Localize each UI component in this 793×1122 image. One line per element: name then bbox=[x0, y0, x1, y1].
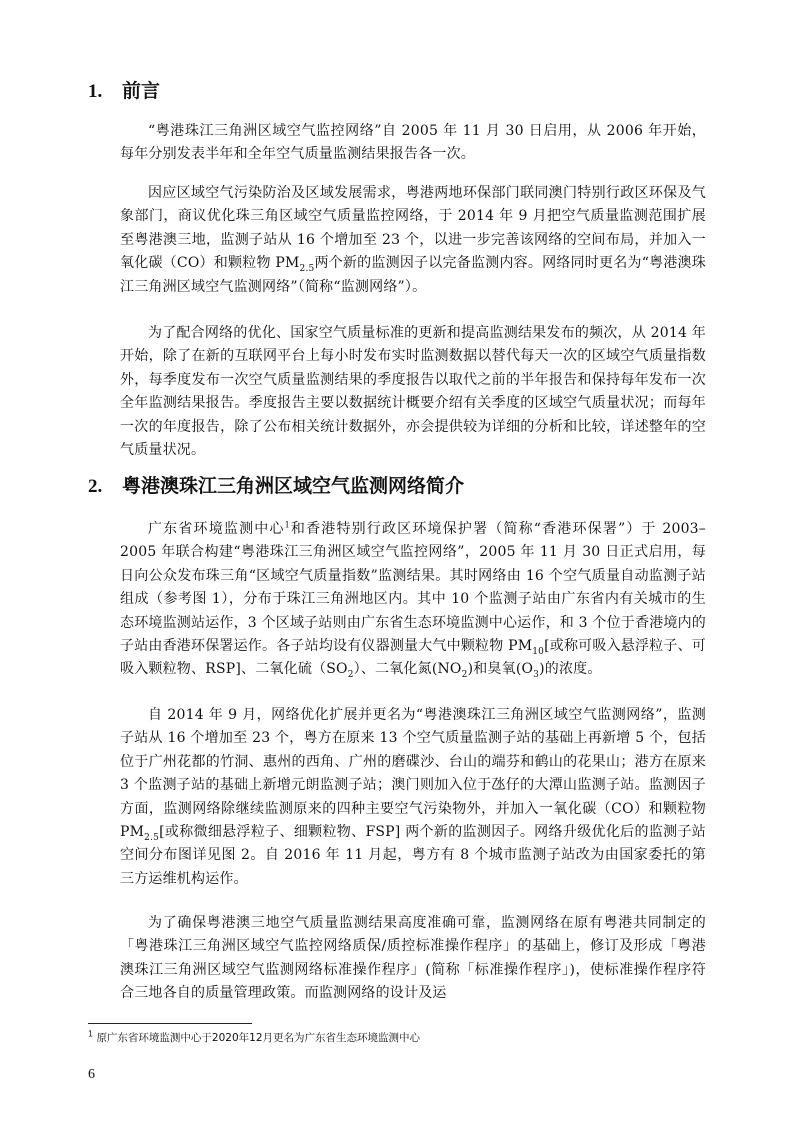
section-2-heading bbox=[88, 474, 464, 499]
section-1-heading bbox=[88, 79, 160, 104]
section-1-number: 1. bbox=[88, 81, 103, 102]
section-1-paragraph-2: 因应区域空气污染防治及区域发展需求，粤港两地环保部门联同澳门特别行政区环保及气象部门，商议优化珠三角区域空气质量监控网络，于 2014 年 9 月把空气质量监测范围扩展至粤港澳三地，监测子站从 16 个增加至 23 个，以进一步完善该网络的空间布局，并加入一氧化碳（CO）和颗粒物 $PM_{2.5}$两个新的监测因子以完备监测内容。网络同时更名为“粤港澳珠江三角洲区域空气监测网络”（简称“监测网络”）。 bbox=[120, 185, 706, 295]
footnote-divider bbox=[88, 1023, 252, 1024]
section-2-number: 2. bbox=[88, 476, 103, 497]
section-1-paragraph-1: “粤港珠江三角洲区域空气监控网络”自 2005 年 11 月 30 日启用，从 2006 年开始，每年分别发表半年和全年空气质量监测结果报告各一次。 bbox=[120, 123, 706, 163]
section-2-paragraph-2: 自 2014 年 9 月，网络优化扩展并更名为“粤港澳珠江三角洲区域空气监测网络”，监测子站从 16 个增加至 23 个，粤方在原来 13 个空气质量监测子站的基础上再新增 5 个，包括位于广州花都的竹洞、惠州的西角、广州的磨碟沙、台山的端芬和鹤山的花果山；港方在原来 3 个监测子站的基础上新增元朗监测子站；澳门则加入位于氹仔的大潭山监测子站。监测因子方面，监测网络除继续监测原来的四种主要空气污染物外，并加入一氧化碳（CO）和颗粒物 $PM_{2.5}$[或称微细悬浮粒子、细颗粒物、FSP] 两个新的监测因子。网络升级优化后的监测子站空间分布图详见图 2。自 2016 年 11 月起，粤方有 8 个城市监测子站改为由国家委托的第三方运维机构运作。 bbox=[120, 707, 706, 887]
page-number: 6 bbox=[88, 1067, 95, 1082]
footnote-text: 原广东省环境监测中心于2020年12月更名为广东省生态环境监测中心 bbox=[96, 1032, 421, 1044]
footnote-mark: 1 bbox=[88, 1029, 94, 1039]
section-1-paragraph-3: 为了配合网络的优化、国家空气质量标准的更新和提高监测结果发布的频次，从 2014 年开始，除了在新的互联网平台上每小时发布实时监测数据以替代每天一次的区域空气质量指数外，每季度发布一次空气质量监测结果的季度报告以取代之前的半年报告和保持每年发布一次全年监测结果报告。季度报告主要以数据统计概要介绍有关季度的区域空气质量状况；而每年一次的年度报告，除了公布相关统计数据外，亦会提供较为详细的分析和比较，详述整年的空气质量状况。 bbox=[120, 325, 706, 459]
section-1-title: 前言 bbox=[122, 80, 161, 102]
section-2-paragraph-1: 广东省环境监测中心$^1$和香港特别行政区环境保护署（简称“香港环保署”）于 2003–2005 年联合构建“粤港珠江三角洲区域空气监控网络”，2005 年 11 月 30 日正式启用，每日向公众发布珠三角“区域空气质量指数”监测结果。其时网络由 16 个空气质量自动监测子站组成（参考图 1），分布于珠江三角洲地区内。其中 10 个监测子站由广东省内有关城市的生态环境监测站运作，3 个区域子站则由广东省生态环境监测中心运作，和 3 个位于香港境内的子站由香港环保署运作。各子站均设有仪器测量大气中颗粒物 $PM_{10}$[或称可吸入悬浮粒子、可吸入颗粒物、RSP]、二氧化硫$(SO_2)$、二氧化氮$(NO_2)$和臭氧$(O_3)$的浓度。 bbox=[120, 520, 706, 681]
section-2-paragraph-3: 为了确保粤港澳三地空气质量监测结果高度准确可靠，监测网络在原有粤港共同制定的「粤港珠江三角洲区域空气监控网络质保/质控标准操作程序」的基础上，修订及形成「粤港澳珠江三角洲区域空气监测网络标准操作程序」(简称「标准操作程序」)，使标准操作程序符合三地各自的质量管理政策。而监测网络的设计及运 bbox=[120, 915, 706, 1002]
section-2-title: 粤港澳珠江三角洲区域空气监测网络简介 bbox=[122, 475, 465, 497]
footnote bbox=[88, 1031, 420, 1045]
footnote-reference: 1 bbox=[284, 520, 290, 530]
